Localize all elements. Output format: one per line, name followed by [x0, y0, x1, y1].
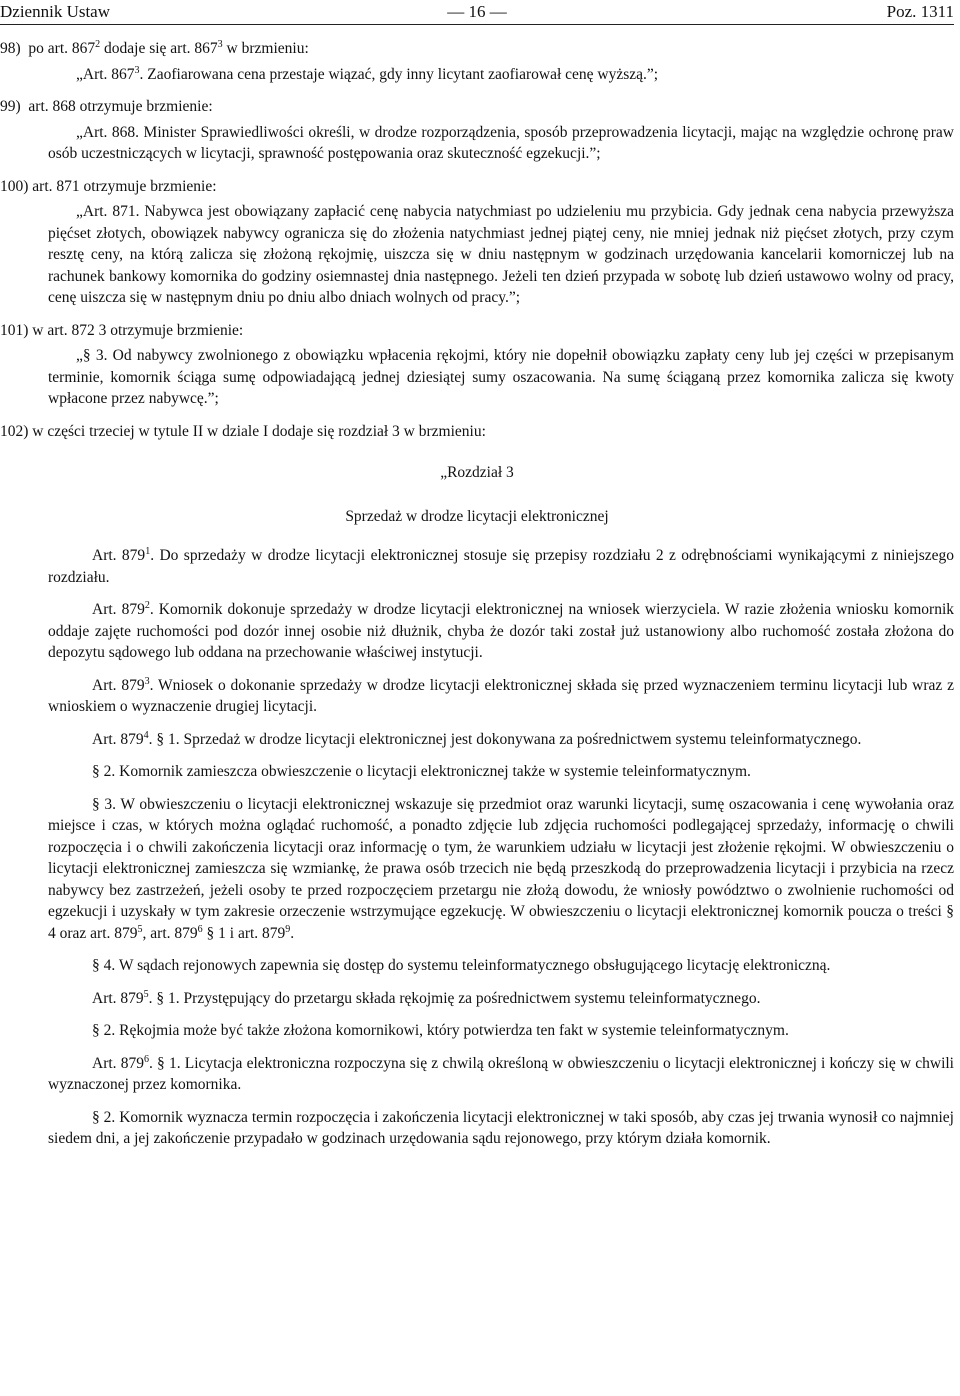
- item-102: 102) w części trzeciej w tytule II w dziale I dodaje się rozdział 3 w brzmieniu:: [0, 422, 486, 440]
- chapter-title: Sprzedaż w drodze licytacji elektronicznej: [345, 507, 609, 525]
- art-879-6-par-2: § 2. Komornik wyznacza termin rozpoczęcia i zakończenia licytacji elektronicznej w taki sposób, aby czas jej trwania wynosił co najmniej siedem dni, a jej zakończenie przypadało w godzinach urzędowania sądu rejonowego, przy którym działa komornik.: [48, 1108, 954, 1147]
- art-879-2: Art. $879^2$. Komornik dokonuje sprzedaży w drodze licytacji elektronicznej na wniosek wierzyciela. W razie złożenia wniosku komornik oddaje zajęte ruchomości pod dozór innej osobie niż dłużnik, chyba że dozór taki został już ustanowiony albo ruchomość została złożona do depozytu sądowego lub oddana na przechowanie właściwej instytucji.: [48, 599, 955, 661]
- item-99: 99) art. 868 otrzymuje brzmienie:: [0, 98, 213, 115]
- item-101: 101) w art. 872 3 otrzymuje brzmienie:: [0, 321, 244, 339]
- journal-title: Dziennik Ustaw: [0, 2, 111, 21]
- page-header: [0, 2, 954, 22]
- art-871: „Art. 871. Nabywca jest obowiązany zapłacić cenę nabycia natychmiast po udzieleniu mu przybicia. Gdy jednak cena nabycia przewyższa pięćset złotych, obowiązek nabywcy ogranicza się do złożenia natychmiast jednej piątej ceny, nie mniej jednak niż pięćset złotych, przy czym resztę ceny, na którą zalicza się złożoną rękojmię, uiszcza się w dniu następnym w godzinach urzędowania kancelarii komorniczej lub na rachunek bankowy komornika do godziny osiemnastej dnia następnego. Jeżeli ten dzień przypada w sobotę lub dzień ustawowo wolny od pracy, cenę uiszcza się w następnym dniu po dniu albo dniach wolnych od pracy.”;: [48, 203, 954, 306]
- header-rule: [0, 24, 954, 25]
- document-body: [0, 38, 954, 1150]
- page-number: — 16 —: [447, 2, 507, 21]
- art-879-3: Art. $879^3$. Wniosek o dokonanie sprzedaży w drodze licytacji elektronicznej składa się przed wyznaczeniem terminu licytacji lub wraz z wnioskiem o wyznaczenie drugiej licytacji.: [48, 675, 954, 715]
- art-879-4-par-4: § 4. W sądach rejonowych zapewnia się dostęp do systemu teleinformatycznego obsługującego licytację elektroniczną.: [92, 957, 831, 974]
- art-879-6: Art. $879^6$. § 1. Licytacja elektroniczna rozpoczyna się z chwilą określoną w obwieszczeniu o licytacji elektronicznej i kończy się w chwili wyznaczonej przez komornika.: [48, 1053, 954, 1093]
- item-98: 98) po art. $867^2$ dodaje się art. $867^3$ w brzmieniu:: [0, 38, 309, 57]
- art-879-4-par-2: § 2. Komornik zamieszcza obwieszczenie o licytacji elektronicznej także w systemie teleinformatycznym.: [92, 763, 751, 780]
- art-879-1: Art. $879^1$. Do sprzedaży w drodze licytacji elektronicznej stosuje się przepisy rozdziału 2 z odrębnościami wynikającymi z niniejszego rozdziału.: [48, 545, 954, 586]
- art-868: „Art. 868. Minister Sprawiedliwości określi, w drodze rozporządzenia, sposób przeprowadzenia licytacji, mając na względzie ochronę praw osób uczestniczących w licytacji, sprawność postępowania oraz skuteczność egzekucji.”;: [48, 123, 954, 162]
- art-879-4: Art. $879^4$. § 1. Sprzedaż w drodze licytacji elektronicznej jest dokonywana za pośrednictwem systemu teleinformatycznego.: [92, 729, 862, 748]
- chapter-heading: „Rozdział 3: [440, 464, 514, 481]
- art-879-4-par-3: § 3. W obwieszczeniu o licytacji elektronicznej wskazuje się przedmiot oraz warunki licytacji, sumę oszacowania i cenę wywołania oraz miejsce i czas, w których można oglądać ruchomość, a ponadto zdjęcie lub zdjęcia ruchomości podlegającej sprzedaży, informację o chwili rozpoczęcia i o chwili zakończenia licytacji oraz informację o tym, że warunkiem udziału w licytacji jest złożenie rękojmi. W obwieszczeniu o licytacji elektronicznej zamieszcza się wzmiankę, że prawa osób trzecich nie będą przeszkodą do przeprowadzenia licytacji i przybicia na rzecz nabywcy bez zastrzeżeń, jeżeli osoby te przed rozpoczęciem przetargu nie złożą dowodu, że wniosły powództwo o zwolnienie ruchomości od egzekucji i uzyskały w tym zakresie orzeczenie wstrzymujące egzekucję. W obwieszczeniu o licytacji elektronicznej komornik poucza o treści § 4 oraz art. $879^5$, art. $879^6$ § 1 i art. $879^9$.: [48, 795, 954, 942]
- position-number: Poz. 1311: [886, 2, 954, 21]
- art-879-5-par-2: § 2. Rękojmia może być także złożona komornikowi, który potwierdza ten fakt w systemie teleinformatycznym.: [92, 1022, 789, 1039]
- art-872-par-3: „§ 3. Od nabywcy zwolnionego z obowiązku wpłacenia rękojmi, który nie dopełnił obowiązku zapłaty ceny lub jej części w przepisanym terminie, komornik ściąga sumę odpowiadającą jednej dziesiątej sumy oszacowania. Na sumę ściąganą przez komornika zalicza się kwoty wpłacone przez nabywcę.”;: [48, 347, 954, 407]
- art-867-3: „Art. $867^3$. Zaofiarowana cena przestaje wiązać, gdy inny licytant zaofiarował cenę wyższą.”;: [76, 64, 659, 83]
- art-879-5: Art. $879^5$. § 1. Przystępujący do przetargu składa rękojmię za pośrednictwem systemu teleinformatycznego.: [92, 988, 761, 1007]
- item-100: 100) art. 871 otrzymuje brzmienie:: [0, 177, 217, 195]
